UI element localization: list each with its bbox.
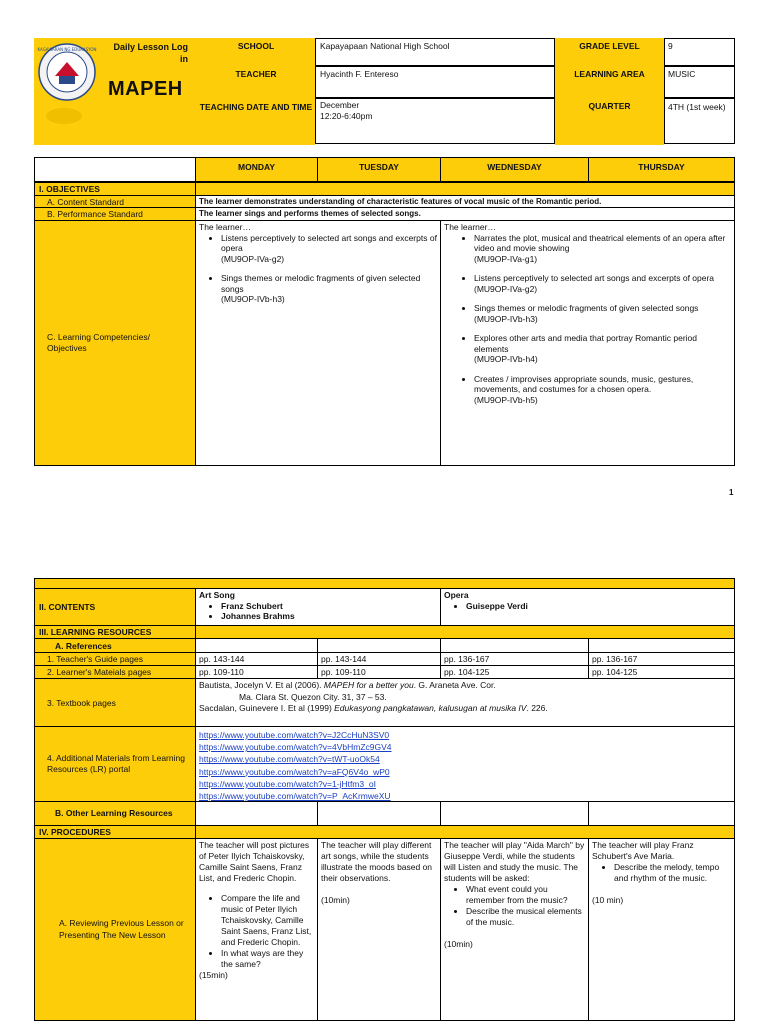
list-item: • What event could you remember from the music?	[466, 884, 585, 906]
content-standard-value: The learner demonstrates understanding of characteristic features of vocal music of the Romantic period.	[195, 195, 735, 208]
review-label-text: A. Reviewing Previous Lesson or Presenting The New Lesson	[59, 918, 184, 940]
objective-code: (MU9OP-IVb-h4)	[474, 354, 538, 364]
procedures-heading: IV. PROCEDURES	[34, 825, 196, 839]
review-monday-cell	[195, 838, 318, 1021]
teacher-value: Hyacinth F. Entereso	[320, 69, 399, 79]
header-label-col	[197, 38, 315, 145]
youtube-link-4[interactable]: https://www.youtube.com/watch?v=aFQ6V4o_wP0	[199, 766, 390, 777]
references-cell-mon	[195, 638, 318, 653]
list-item	[474, 333, 731, 365]
art-song-list	[199, 601, 437, 622]
textbook-ref-2	[199, 703, 731, 715]
references-cell-thu	[588, 638, 735, 653]
list-item: • Franz Schubert	[221, 601, 437, 612]
competencies-label-text: C. Learning Competencies/ Objectives	[47, 332, 151, 353]
references-cell-tue	[317, 638, 441, 653]
references-cell-wed	[440, 638, 589, 653]
lm-pages-label: 2. Learner's Mateials pages	[34, 665, 196, 679]
textbook-ref-2-title: Edukasyong pangkatawan, kalusugan at musika IV	[334, 703, 527, 713]
review-wednesday-time: (10min)	[444, 939, 473, 949]
textbook-label: 3. Textbook pages	[34, 678, 196, 727]
date-value-line1: December	[320, 100, 360, 110]
review-tuesday-text: The teacher will play different art songs, while the students illustrate the moods based on their observations.	[321, 840, 433, 883]
links-cell	[195, 726, 735, 802]
review-wednesday-intro: The teacher will play "Aida March" by Giuseppe Verdi, while the students will Listen and study the music. The students will be asked:	[444, 840, 585, 883]
quarter-value: 4TH (1st week)	[668, 102, 726, 112]
school-value: Kapayapaan National High School	[320, 41, 450, 51]
list-item	[221, 273, 437, 305]
objective-text: Listens perceptively to selected art songs and excerpts of opera	[474, 273, 715, 283]
dll-title	[100, 41, 188, 65]
date-label: TEACHING DATE AND TIME	[199, 102, 313, 112]
objective-text: Listens perceptively to selected art songs and excerpts of opera	[221, 232, 437, 253]
procedures-heading-fill	[195, 825, 735, 839]
objective-code: (MU9OP-IVa-g2)	[474, 283, 538, 294]
objective-code: (MU9OP-IVb-h3)	[221, 294, 285, 304]
textbook-ref-1-cont: Ma. Clara St. Quezon City. 31, 37 – 53.	[239, 691, 387, 702]
lm-pages-mon: pp. 109-110	[195, 665, 318, 679]
objective-code: (MU9OP-IVb-h3)	[474, 313, 538, 324]
performance-standard-value: The learner sings and performs themes of selected songs.	[195, 207, 735, 221]
competencies-right-intro: The learner…	[444, 222, 496, 232]
other-resources-text: B. Other Learning Resources	[55, 808, 173, 818]
list-item	[474, 273, 731, 294]
performance-standard-label: B. Performance Standard	[34, 207, 196, 221]
objectives-heading: I. OBJECTIVES	[34, 182, 196, 196]
svg-text:KAGAWARAN NG EDUKASYON: KAGAWARAN NG EDUKASYON	[37, 47, 97, 52]
youtube-link-5[interactable]: https://www.youtube.com/watch?v=1-jHtfm3_oI	[199, 778, 376, 789]
tg-pages-mon: pp. 143-144	[195, 652, 318, 666]
textbook-ref-2-authors: Sacdalan, Guinevere I. Et al (1999)	[199, 703, 335, 713]
review-thursday-cell	[588, 838, 735, 1021]
other-resources-label	[34, 801, 196, 826]
competencies-label	[34, 220, 196, 466]
review-thursday-time: (10 min)	[592, 895, 624, 905]
day-header-monday: MONDAY	[195, 157, 318, 182]
objective-code: (MU9OP-IVb-h5)	[474, 394, 538, 405]
list-item	[474, 233, 731, 265]
list-item: • Describe the musical elements of the music.	[466, 906, 585, 928]
content-standard-label: A. Content Standard	[34, 195, 196, 208]
textbook-cell	[195, 678, 735, 727]
textbook-ref-2-pages: . 226.	[526, 703, 548, 713]
additional-materials-text: 4. Additional Materials from Learning Resources (LR) portal	[47, 752, 185, 774]
day-header-blank	[34, 157, 196, 182]
competencies-left-intro: The learner…	[199, 222, 251, 232]
lm-pages-tue: pp. 109-110	[317, 665, 441, 679]
objectives-heading-fill	[195, 182, 735, 196]
contents-opera-cell	[440, 588, 735, 626]
date-value-line2: 12:20-6:40pm	[320, 111, 373, 121]
other-resources-tue	[317, 801, 441, 826]
page-number: 1	[729, 488, 734, 497]
grade-value-box	[664, 38, 735, 66]
other-resources-mon	[195, 801, 318, 826]
list-item: • In what ways are they the same?	[221, 948, 314, 970]
youtube-link-1[interactable]: https://www.youtube.com/watch?v=J2CcHuN3SV0	[199, 730, 390, 740]
header-label-col-right	[555, 38, 664, 145]
contents-art-song-cell	[195, 588, 441, 626]
list-item: • Guiseppe Verdi	[466, 601, 731, 612]
competencies-right-cell	[440, 220, 735, 466]
competencies-left-cell	[195, 220, 441, 466]
date-value	[320, 100, 372, 122]
review-wednesday-list	[444, 884, 585, 928]
youtube-link-2[interactable]: https://www.youtube.com/watch?v=4VbHmZc9GV4	[199, 742, 392, 753]
opera-list	[444, 601, 731, 612]
youtube-link-3[interactable]: https://www.youtube.com/watch?v=tWT-uoOk54	[199, 754, 380, 765]
area-label: LEARNING AREA	[574, 69, 645, 79]
objective-text: Sings themes or melodic fragments of given selected songs	[474, 303, 699, 313]
objective-text: Narrates the plot, musical and theatrical elements of an opera after video and movie showing	[474, 232, 726, 253]
lm-pages-wed: pp. 104-125	[440, 665, 589, 679]
list-item	[221, 233, 437, 265]
list-item	[474, 303, 731, 324]
teacher-label: TEACHER	[235, 69, 277, 79]
textbook-ref-1	[199, 680, 731, 692]
subject-title: MAPEH	[108, 78, 183, 100]
dll-title-line2: in	[180, 54, 188, 64]
opera-title: Opera	[444, 590, 469, 600]
day-header-thursday: THURSDAY	[588, 157, 735, 182]
review-thursday-intro: The teacher will play Franz Schubert's Ave Maria.	[592, 840, 694, 861]
tg-pages-label: 1. Teacher's Guide pages	[34, 652, 196, 666]
review-monday-time: (15min)	[199, 970, 228, 980]
youtube-link-6[interactable]: https://www.youtube.com/watch?v=P_AcKrmweXU	[199, 791, 391, 802]
review-monday-intro: The teacher will post pictures of Peter Ilyich Tchaiskovsky, Camille Saint Saens, Franz List, and Frederic Chopin.	[199, 840, 310, 883]
quarter-label: QUARTER	[588, 101, 631, 111]
lm-pages-thu: pp. 104-125	[588, 665, 735, 679]
objective-text: Creates / improvises appropriate sounds, music, gestures, movements, and costumes for a chosen opera.	[474, 373, 694, 394]
review-tuesday-time: (10min)	[321, 895, 350, 905]
area-value: MUSIC	[668, 69, 696, 79]
objective-text: Sings themes or melodic fragments of given selected songs	[221, 273, 421, 294]
tg-pages-tue: pp. 143-144	[317, 652, 441, 666]
tg-pages-wed: pp. 136-167	[440, 652, 589, 666]
review-label	[34, 838, 196, 1021]
tg-pages-thu: pp. 136-167	[588, 652, 735, 666]
art-song-title: Art Song	[199, 590, 235, 600]
competencies-left-list	[199, 233, 437, 305]
day-header-tuesday: TUESDAY	[317, 157, 441, 182]
list-item: • Describe the melody, tempo and rhythm of the music.	[614, 862, 731, 884]
logo-shadow	[46, 108, 82, 124]
list-item	[474, 374, 731, 406]
resources-heading: III. LEARNING RESOURCES	[34, 625, 196, 639]
objective-text: Explores other arts and media that portray Romantic period elements	[474, 333, 698, 354]
list-item: • Johannes Brahms	[221, 611, 437, 622]
deped-seal-logo	[37, 42, 97, 102]
objective-code: (MU9OP-IVa-g2)	[221, 253, 285, 264]
textbook-ref-1-pub: . G. Araneta Ave. Cor.	[413, 680, 496, 690]
other-resources-thu	[588, 801, 735, 826]
textbook-ref-1-title: MAPEH for a better you	[323, 680, 414, 690]
review-thursday-list	[592, 862, 731, 884]
resources-heading-fill	[195, 625, 735, 639]
contents-heading: II. CONTENTS	[34, 588, 196, 626]
references-label: A. References	[34, 638, 196, 653]
textbook-ref-1-authors: Bautista, Jocelyn V. Et al (2006).	[199, 680, 324, 690]
objective-code: (MU9OP-IVa-g1)	[474, 253, 538, 264]
dll-title-line1: Daily Lesson Log	[113, 42, 188, 52]
list-item: • Compare the life and music of Peter Ilyich Tchaiskovsky, Camille Saint Saens, Franz List, and Frederic Chopin.	[221, 893, 314, 948]
competencies-right-list	[444, 233, 731, 406]
review-monday-list	[199, 893, 314, 970]
grade-label: GRADE LEVEL	[579, 41, 640, 51]
grade-value: 9	[668, 41, 673, 51]
review-tuesday-cell	[317, 838, 441, 1021]
day-header-wednesday: WEDNESDAY	[440, 157, 589, 182]
additional-materials-label	[34, 726, 196, 802]
other-resources-wed	[440, 801, 589, 826]
school-label: SCHOOL	[237, 41, 275, 51]
review-wednesday-cell	[440, 838, 589, 1021]
